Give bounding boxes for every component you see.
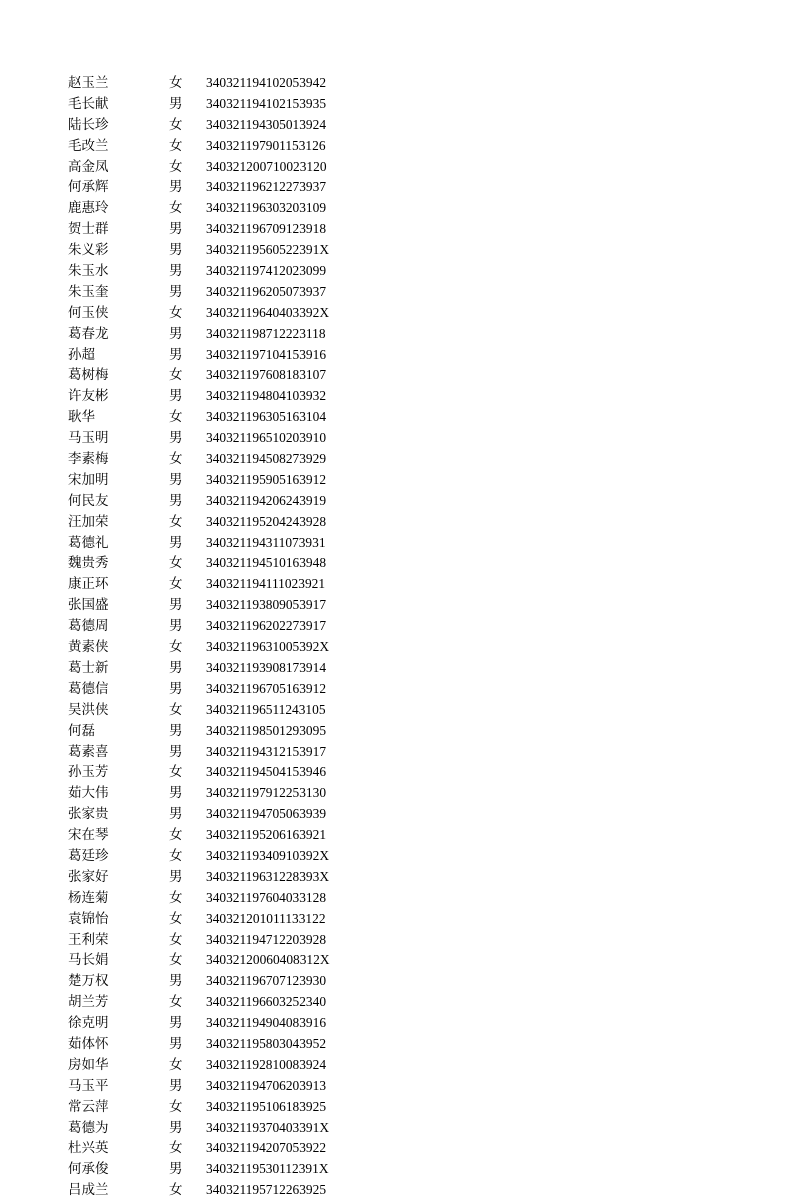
person-id-number: 340321194804103932 xyxy=(206,388,327,404)
person-name: 张家贵 xyxy=(68,806,109,823)
person-name: 马玉明 xyxy=(68,430,109,447)
person-gender: 男 xyxy=(169,1015,183,1032)
list-item xyxy=(68,1055,368,1076)
person-gender: 女 xyxy=(169,137,183,154)
list-item xyxy=(68,804,368,825)
person-name: 王利荣 xyxy=(68,931,109,948)
person-gender: 男 xyxy=(169,597,183,614)
person-gender: 男 xyxy=(169,179,183,196)
person-id-number: 340321197912253130 xyxy=(206,785,327,801)
list-item xyxy=(68,1180,368,1201)
person-id-number: 340321194705063939 xyxy=(206,806,327,822)
person-gender: 男 xyxy=(169,471,183,488)
list-item xyxy=(68,94,368,115)
person-gender: 男 xyxy=(169,346,183,363)
list-item xyxy=(68,1138,368,1159)
list-item xyxy=(68,658,368,679)
person-name: 胡兰芳 xyxy=(68,994,109,1011)
person-id-number: 340321194508273929 xyxy=(206,451,327,467)
list-item xyxy=(68,407,368,428)
list-item xyxy=(68,742,368,763)
list-item xyxy=(68,553,368,574)
list-item xyxy=(68,365,368,386)
list-item xyxy=(68,73,368,94)
list-item xyxy=(68,909,368,930)
list-item xyxy=(68,825,368,846)
person-id-number: 340321198712223118 xyxy=(206,325,326,341)
person-id-number: 340321195905163912 xyxy=(206,471,327,487)
list-item xyxy=(68,428,368,449)
person-id-number: 34032119560522391X xyxy=(206,242,329,258)
person-name: 茹大伟 xyxy=(68,785,109,802)
person-list xyxy=(68,73,368,1201)
person-name: 葛士新 xyxy=(68,659,109,676)
person-name: 马长娟 xyxy=(68,952,109,969)
list-item xyxy=(68,971,368,992)
person-id-number: 34032119370403391X xyxy=(206,1119,329,1135)
person-name: 楚万权 xyxy=(68,973,109,990)
list-item xyxy=(68,846,368,867)
list-item xyxy=(68,303,368,324)
person-id-number: 340321196305163104 xyxy=(206,409,327,425)
person-gender: 女 xyxy=(169,1056,183,1073)
person-name: 宋加明 xyxy=(68,471,109,488)
person-gender: 男 xyxy=(169,618,183,635)
person-name: 何承辉 xyxy=(68,179,109,196)
list-item xyxy=(68,198,368,219)
person-id-number: 340321196202273917 xyxy=(206,618,327,634)
person-id-number: 340321197104153916 xyxy=(206,346,327,362)
list-item xyxy=(68,1159,368,1180)
person-name: 孙玉芳 xyxy=(68,764,109,781)
person-name: 吕成兰 xyxy=(68,1182,109,1199)
list-item xyxy=(68,449,368,470)
list-item xyxy=(68,574,368,595)
person-gender: 男 xyxy=(169,325,183,342)
person-name: 贺士群 xyxy=(68,221,109,238)
list-item xyxy=(68,616,368,637)
list-item xyxy=(68,157,368,178)
list-item xyxy=(68,679,368,700)
person-name: 常云萍 xyxy=(68,1098,109,1115)
person-name: 宋在琴 xyxy=(68,827,109,844)
person-id-number: 340321194111023921 xyxy=(206,576,326,592)
person-gender: 女 xyxy=(169,701,183,718)
list-item xyxy=(68,261,368,282)
list-item xyxy=(68,512,368,533)
person-id-number: 340321196205073937 xyxy=(206,283,327,299)
person-name: 朱义彩 xyxy=(68,242,109,259)
person-id-number: 34032119640403392X xyxy=(206,304,329,320)
person-gender: 女 xyxy=(169,827,183,844)
person-name: 何民友 xyxy=(68,492,109,509)
list-item xyxy=(68,930,368,951)
person-gender: 男 xyxy=(169,1077,183,1094)
person-gender: 女 xyxy=(169,764,183,781)
person-name: 马玉平 xyxy=(68,1077,109,1094)
person-gender: 女 xyxy=(169,367,183,384)
person-id-number: 340321194706203913 xyxy=(206,1077,327,1093)
person-id-number: 340321194504153946 xyxy=(206,764,327,780)
list-item xyxy=(68,240,368,261)
person-id-number: 34032119631228393X xyxy=(206,868,329,884)
person-gender: 女 xyxy=(169,200,183,217)
person-id-number: 340321198501293095 xyxy=(206,722,327,738)
person-name: 耿华 xyxy=(68,409,95,426)
person-name: 葛德周 xyxy=(68,618,109,635)
person-id-number: 340321196709123918 xyxy=(206,221,327,237)
person-id-number: 340321194102053942 xyxy=(206,75,327,90)
person-id-number: 340321196511243105 xyxy=(206,701,326,717)
person-id-number: 34032120060408312X xyxy=(206,952,330,968)
person-gender: 女 xyxy=(169,889,183,906)
person-name: 吴洪侠 xyxy=(68,701,109,718)
person-id-number: 340321197901153126 xyxy=(206,137,326,153)
person-id-number: 340321194305013924 xyxy=(206,116,327,132)
person-id-number: 340321197604033128 xyxy=(206,889,327,905)
person-id-number: 340321194207053922 xyxy=(206,1140,327,1156)
person-gender: 男 xyxy=(169,430,183,447)
person-name: 葛德礼 xyxy=(68,534,109,551)
person-id-number: 340321194712203928 xyxy=(206,931,327,947)
person-id-number: 340321196510203910 xyxy=(206,430,327,446)
person-gender: 男 xyxy=(169,388,183,405)
person-id-number: 340321194311073931 xyxy=(206,534,326,550)
person-id-number: 340321200710023120 xyxy=(206,158,327,174)
person-gender: 女 xyxy=(169,116,183,133)
person-name: 孙超 xyxy=(68,346,95,363)
list-item xyxy=(68,115,368,136)
person-name: 袁锦怡 xyxy=(68,910,109,927)
list-item xyxy=(68,470,368,491)
person-id-number: 34032119340910392X xyxy=(206,847,329,863)
person-gender: 女 xyxy=(169,409,183,426)
person-gender: 男 xyxy=(169,95,183,112)
person-gender: 男 xyxy=(169,221,183,238)
person-gender: 女 xyxy=(169,158,183,175)
person-id-number: 340321195206163921 xyxy=(206,827,327,843)
list-item xyxy=(68,762,368,783)
list-item xyxy=(68,783,368,804)
list-item xyxy=(68,1013,368,1034)
person-gender: 男 xyxy=(169,973,183,990)
person-id-number: 34032119530112391X xyxy=(206,1161,329,1177)
person-gender: 女 xyxy=(169,639,183,656)
person-name: 李素梅 xyxy=(68,451,109,468)
person-name: 何承俊 xyxy=(68,1161,109,1178)
person-gender: 男 xyxy=(169,743,183,760)
person-gender: 男 xyxy=(169,806,183,823)
person-gender: 男 xyxy=(169,722,183,739)
person-gender: 女 xyxy=(169,994,183,1011)
person-name: 房如华 xyxy=(68,1056,109,1073)
person-name: 许友彬 xyxy=(68,388,109,405)
person-id-number: 340321197608183107 xyxy=(206,367,327,383)
person-id-number: 340321194510163948 xyxy=(206,555,327,571)
person-gender: 男 xyxy=(169,492,183,509)
person-gender: 男 xyxy=(169,785,183,802)
list-item xyxy=(68,867,368,888)
person-id-number: 340321195204243928 xyxy=(206,513,327,529)
person-gender: 女 xyxy=(169,910,183,927)
person-id-number: 340321192810083924 xyxy=(206,1056,327,1072)
person-id-number: 340321196303203109 xyxy=(206,200,327,216)
person-gender: 女 xyxy=(169,576,183,593)
list-item xyxy=(68,282,368,303)
person-id-number: 340321196705163912 xyxy=(206,680,327,696)
list-item xyxy=(68,700,368,721)
person-name: 葛春龙 xyxy=(68,325,109,342)
person-id-number: 34032119631005392X xyxy=(206,639,329,655)
person-id-number: 340321193809053917 xyxy=(206,597,327,613)
list-item xyxy=(68,1097,368,1118)
person-id-number: 340321193908173914 xyxy=(206,659,327,675)
person-gender: 女 xyxy=(169,75,183,91)
person-gender: 男 xyxy=(169,1161,183,1178)
list-item xyxy=(68,992,368,1013)
person-name: 毛改兰 xyxy=(68,137,109,154)
person-name: 葛廷珍 xyxy=(68,847,109,864)
person-gender: 女 xyxy=(169,451,183,468)
person-gender: 男 xyxy=(169,242,183,259)
person-id-number: 340321197412023099 xyxy=(206,263,327,279)
person-gender: 女 xyxy=(169,513,183,530)
person-name: 朱玉水 xyxy=(68,263,109,280)
person-gender: 女 xyxy=(169,847,183,864)
person-name: 何磊 xyxy=(68,722,95,739)
person-gender: 女 xyxy=(169,931,183,948)
list-item xyxy=(68,950,368,971)
person-name: 杜兴英 xyxy=(68,1140,109,1157)
person-name: 葛素喜 xyxy=(68,743,109,760)
list-item xyxy=(68,1076,368,1097)
person-id-number: 340321196707123930 xyxy=(206,973,327,989)
person-id-number: 340321201011133122 xyxy=(206,910,326,926)
list-item xyxy=(68,533,368,554)
person-gender: 男 xyxy=(169,868,183,885)
list-item xyxy=(68,177,368,198)
person-gender: 男 xyxy=(169,263,183,280)
list-item xyxy=(68,637,368,658)
list-item xyxy=(68,491,368,512)
person-gender: 男 xyxy=(169,1119,183,1136)
person-name: 汪加荣 xyxy=(68,513,109,530)
person-gender: 女 xyxy=(169,1098,183,1115)
person-name: 朱玉奎 xyxy=(68,283,109,300)
person-id-number: 340321194904083916 xyxy=(206,1015,327,1031)
person-gender: 男 xyxy=(169,680,183,697)
person-id-number: 340321194102153935 xyxy=(206,95,327,111)
person-name: 魏贵秀 xyxy=(68,555,109,572)
person-gender: 女 xyxy=(169,1182,183,1199)
person-name: 张家好 xyxy=(68,868,109,885)
person-id-number: 340321195106183925 xyxy=(206,1098,327,1114)
person-gender: 女 xyxy=(169,952,183,969)
person-gender: 男 xyxy=(169,1035,183,1052)
person-gender: 男 xyxy=(169,659,183,676)
person-gender: 女 xyxy=(169,555,183,572)
person-name: 张国盛 xyxy=(68,597,109,614)
person-name: 葛树梅 xyxy=(68,367,109,384)
person-id-number: 340321196603252340 xyxy=(206,994,327,1010)
person-name: 康正环 xyxy=(68,576,109,593)
person-name: 杨连菊 xyxy=(68,889,109,906)
list-item xyxy=(68,595,368,616)
person-gender: 女 xyxy=(169,1140,183,1157)
person-name: 陆长珍 xyxy=(68,116,109,133)
person-id-number: 340321196212273937 xyxy=(206,179,327,195)
person-name: 葛德为 xyxy=(68,1119,109,1136)
person-name: 葛德信 xyxy=(68,680,109,697)
list-item xyxy=(68,386,368,407)
list-item xyxy=(68,136,368,157)
person-name: 高金凤 xyxy=(68,158,109,175)
person-name: 茹体怀 xyxy=(68,1035,109,1052)
person-name: 黄素侠 xyxy=(68,639,109,656)
list-item xyxy=(68,324,368,345)
list-item xyxy=(68,888,368,909)
person-name: 徐克明 xyxy=(68,1015,109,1032)
person-id-number: 340321195712263925 xyxy=(206,1182,327,1198)
person-name: 赵玉兰 xyxy=(68,75,109,91)
list-item xyxy=(68,1034,368,1055)
person-gender: 男 xyxy=(169,534,183,551)
person-id-number: 340321194312153917 xyxy=(206,743,327,759)
person-name: 毛长献 xyxy=(68,95,109,112)
person-name: 鹿惠玲 xyxy=(68,200,109,217)
person-id-number: 340321195803043952 xyxy=(206,1035,327,1051)
person-name: 何玉侠 xyxy=(68,304,109,321)
person-id-number: 340321194206243919 xyxy=(206,492,327,508)
person-gender: 女 xyxy=(169,304,183,321)
list-item xyxy=(68,721,368,742)
list-item xyxy=(68,345,368,366)
person-gender: 男 xyxy=(169,283,183,300)
list-item xyxy=(68,1118,368,1139)
list-item xyxy=(68,219,368,240)
